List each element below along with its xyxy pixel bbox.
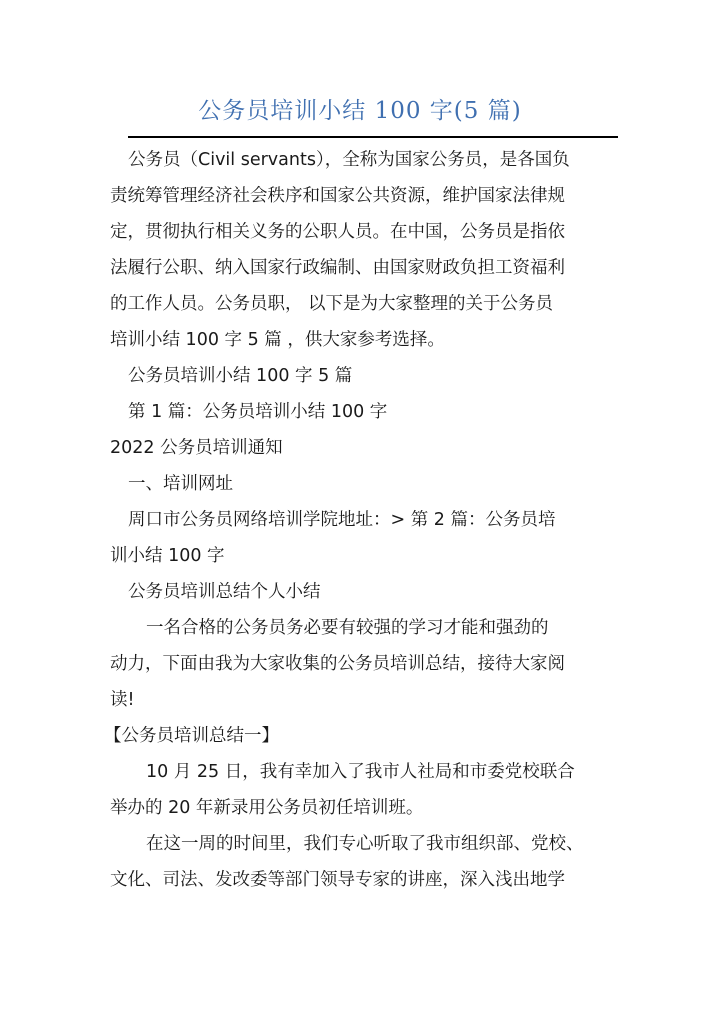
date-line-2: 举办的 20 年新录用公务员初任培训班。 — [110, 798, 424, 818]
intro-paragraph — [110, 142, 615, 178]
week-line-1: 在这一周的时间里，我们专心听取了我市组织部、党校、 — [146, 834, 584, 854]
intro-paragraph-cont — [110, 178, 615, 358]
intro-line-4: 法履行公职、纳入国家行政编制、由国家财政负担工资福利 — [110, 258, 565, 278]
intro-line-5: 的工作人员。公务员职， 以下是为大家整理的关于公务员 — [110, 294, 554, 314]
document-title: 公务员培训小结 100 字(5 篇) — [198, 98, 522, 124]
date-paragraph-cont — [110, 790, 615, 826]
summary-one-heading: 【公务员培训总结一】 — [104, 726, 279, 746]
week-line-2: 文化、司法、发改委等部门领导专家的讲座，深入浅出地学 — [110, 870, 565, 890]
date-paragraph — [110, 754, 615, 790]
subtitle-line: 公务员培训小结 100 字 5 篇 — [128, 366, 353, 386]
summary-intro-paragraph-cont — [110, 646, 615, 718]
summary-intro-line-2: 动力，下面由我为大家收集的公务员培训总结，接待大家阅 — [110, 654, 565, 674]
intro-line-6: 培训小结 100 字 5 篇 ，供大家参考选择。 — [110, 330, 445, 350]
part1-heading: 第 1 篇：公务员培训小结 100 字 — [128, 402, 388, 422]
site-address-line-1: 周口市公务员网络培训学院地址：> 第 2 篇：公务员培 — [128, 510, 556, 530]
title-divider — [128, 136, 618, 138]
summary-intro-line-3: 读! — [110, 690, 135, 710]
intro-line-2: 责统筹管理经济社会秩序和国家公共资源，维护国家法律规 — [110, 186, 565, 206]
site-address-paragraph-cont — [110, 538, 615, 574]
summary-heading: 公务员培训总结个人小结 — [128, 582, 321, 602]
week-paragraph — [110, 826, 615, 862]
intro-line-1: 公务员（Civil servants），全称为国家公务员，是各国负 — [128, 150, 570, 170]
site-address-line-2: 训小结 100 字 — [110, 546, 225, 566]
date-line-1: 10 月 25 日，我有幸加入了我市人社局和市委党校联合 — [146, 762, 575, 782]
week-paragraph-cont — [110, 862, 615, 898]
site-address-paragraph — [110, 502, 615, 538]
notice-heading: 2022 公务员培训通知 — [110, 438, 283, 458]
summary-intro-paragraph — [110, 610, 615, 646]
document-body — [104, 142, 615, 898]
section-one-heading: 一、培训网址 — [128, 474, 233, 494]
summary-intro-line-1: 一名合格的公务员务必要有较强的学习才能和强劲的 — [146, 618, 549, 638]
intro-line-3: 定，贯彻执行相关义务的公职人员。在中国，公务员是指依 — [110, 222, 565, 242]
